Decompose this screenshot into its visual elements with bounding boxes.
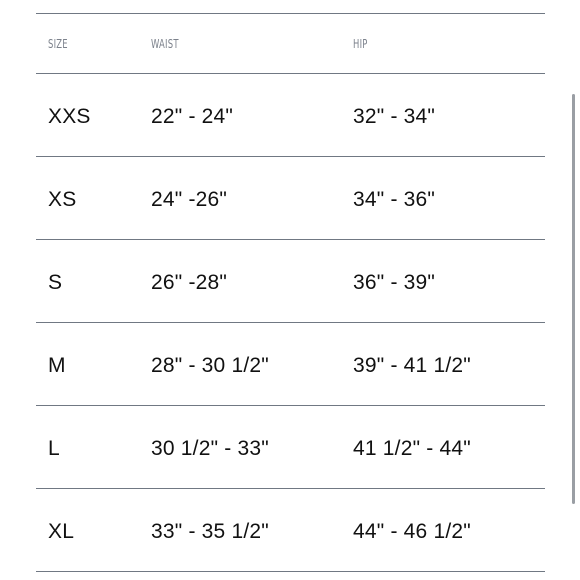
header-hip: HIP (353, 37, 368, 51)
size-cell: S (48, 271, 63, 294)
hip-cell: 32" - 34" (353, 105, 436, 128)
header-size: SIZE (48, 37, 68, 51)
table-bottom-rule (36, 571, 545, 572)
table-row-m (36, 323, 545, 405)
waist-cell: 24" -26" (151, 188, 228, 211)
vertical-scrollbar[interactable] (572, 94, 575, 504)
waist-cell: 26" -28" (151, 271, 228, 294)
hip-cell: 39" - 41 1/2" (353, 354, 471, 377)
waist-cell: 22" - 24" (151, 105, 234, 128)
waist-cell: 28" - 30 1/2" (151, 354, 269, 377)
size-cell: XXS (48, 105, 91, 128)
size-cell: XS (48, 188, 77, 211)
waist-cell: 30 1/2" - 33" (151, 437, 269, 460)
size-chart-table (36, 13, 545, 572)
hip-cell: 34" - 36" (353, 188, 436, 211)
table-row-xs (36, 157, 545, 239)
table-row-s (36, 240, 545, 322)
table-row-xxs (36, 74, 545, 156)
hip-cell: 36" - 39" (353, 271, 436, 294)
size-cell: XL (48, 520, 75, 543)
table-header-row (36, 14, 545, 73)
hip-cell: 41 1/2" - 44" (353, 437, 471, 460)
hip-cell: 44" - 46 1/2" (353, 520, 471, 543)
table-row-xl (36, 489, 545, 571)
size-cell: L (48, 437, 60, 460)
waist-cell: 33" - 35 1/2" (151, 520, 269, 543)
header-waist: WAIST (151, 37, 179, 51)
table-row-l (36, 406, 545, 488)
size-cell: M (48, 354, 66, 377)
